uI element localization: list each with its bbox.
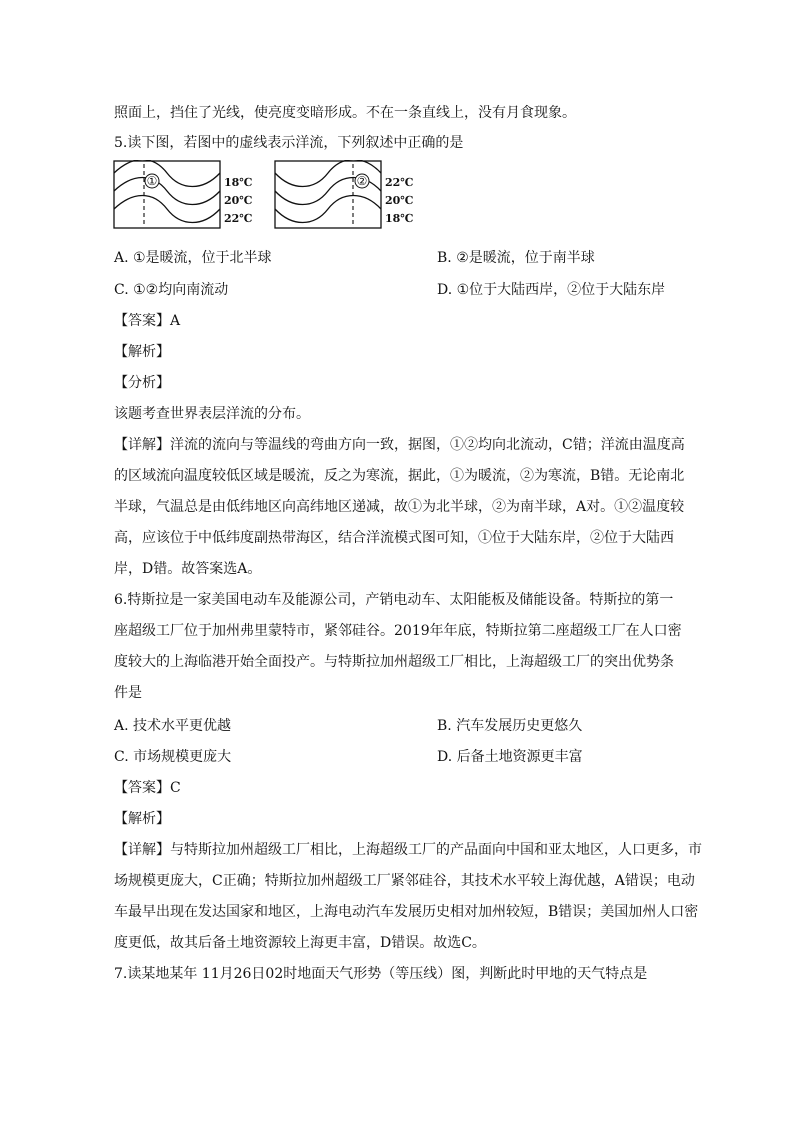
question-5-stem: 5.读下图，若图中的虚线表示洋流，下列叙述中正确的是 bbox=[114, 135, 464, 151]
q6-option-c: C. 市场规模更庞大 bbox=[114, 749, 232, 765]
left-isotherm-20 bbox=[114, 178, 220, 205]
q6-stem-line: 6.特斯拉是一家美国电动车及能源公司，产销电动车、太阳能板及储能设备。特斯拉的第一 bbox=[114, 592, 674, 608]
q6-stem-line: 座超级工厂位于加州弗里蒙特市，紧邻硅谷。2019年年底，特斯拉第二座超级工厂在人口密 bbox=[114, 623, 682, 639]
right-temp-3: 18℃ bbox=[385, 212, 413, 225]
left-isotherm-22 bbox=[114, 196, 220, 223]
q6-detail-line: 【详解】与特斯拉加州超级工厂相比，上海超级工厂的产品面向中国和亚太地区，人口更多，市 bbox=[114, 842, 702, 858]
q5-detail-line: 【详解】洋流的流向与等温线的弯曲方向一致，据图，①②均向北流动，C错；洋流由温度高 bbox=[114, 437, 685, 453]
q5-option-d: D. ①位于大陆西岸，②位于大陆东岸 bbox=[437, 282, 666, 298]
isotherm-figure bbox=[113, 160, 413, 230]
q5-answer: 【答案】A bbox=[114, 313, 181, 329]
left-temp-1: 18℃ bbox=[224, 176, 253, 189]
q6-jiexi-heading: 【解析】 bbox=[114, 811, 170, 827]
left-isotherm-18 bbox=[114, 160, 220, 187]
q5-detail-line: 高，应该位于中低纬度副热带海区，结合洋流模式图可知，①位于大陆东岸，②位于大陆西 bbox=[114, 530, 674, 546]
current-label-1: ① bbox=[146, 174, 158, 188]
q6-option-a: A. 技术水平更优越 bbox=[114, 718, 232, 734]
current-label-2: ② bbox=[356, 174, 368, 188]
q6-option-b: B. 汽车发展历史更悠久 bbox=[437, 718, 583, 734]
right-panel-frame bbox=[275, 161, 381, 228]
question-7-stem: 7.读某地某年 11月26日02时地面天气形势（等压线）图，判断此时甲地的天气特点是 bbox=[114, 966, 648, 982]
right-temp-2: 20℃ bbox=[385, 194, 413, 207]
q5-option-b: B. ②是暖流，位于南半球 bbox=[437, 250, 595, 266]
q6-detail-line: 车最早出现在发达国家和地区，上海电动汽车发展历史相对加州较短，B错误；美国加州人口密 bbox=[114, 904, 699, 920]
q6-detail-line: 场规模更庞大，C正确；特斯拉加州超级工厂紧邻硅谷，其技术水平较上海优越，A错误；电动 bbox=[114, 873, 695, 889]
q5-fenxi-text: 该题考查世界表层洋流的分布。 bbox=[114, 406, 310, 422]
q6-stem-line: 件是 bbox=[114, 685, 142, 701]
q6-detail-line: 度更低，故其后备土地资源较上海更丰富，D错误。故选C。 bbox=[114, 935, 486, 951]
q5-jiexi-heading: 【解析】 bbox=[114, 344, 170, 360]
q6-option-d: D. 后备土地资源更丰富 bbox=[437, 749, 583, 765]
q5-fenxi-heading: 【分析】 bbox=[114, 375, 170, 391]
isotherm-diagram bbox=[113, 160, 413, 230]
left-temp-2: 20℃ bbox=[224, 194, 253, 207]
q5-detail-line: 半球，气温总是由低纬地区向高纬地区递减，故①为北半球，②为南半球，A对。①②温度较 bbox=[114, 499, 685, 515]
q5-option-c: C. ①②均向南流动 bbox=[114, 282, 229, 298]
q6-answer: 【答案】C bbox=[114, 780, 181, 796]
left-panel-frame bbox=[114, 161, 220, 228]
left-temp-3: 22℃ bbox=[224, 212, 253, 225]
right-isotherm-18 bbox=[275, 196, 381, 223]
q5-detail-line: 岸，D错。故答案选A。 bbox=[114, 561, 262, 577]
text-line: 照面上，挡住了光线，使亮度变暗形成。不在一条直线上，没有月食现象。 bbox=[114, 105, 576, 121]
q5-option-a: A. ①是暖流，位于北半球 bbox=[114, 250, 272, 266]
q6-stem-line: 度较大的上海临港开始全面投产。与特斯拉加州超级工厂相比，上海超级工厂的突出优势条 bbox=[114, 654, 674, 670]
q5-detail-line: 的区域流向温度较低区域是暖流，反之为寒流，据此，①为暖流，②为寒流，B错。无论南北 bbox=[114, 468, 685, 484]
right-temp-1: 22℃ bbox=[385, 176, 413, 189]
